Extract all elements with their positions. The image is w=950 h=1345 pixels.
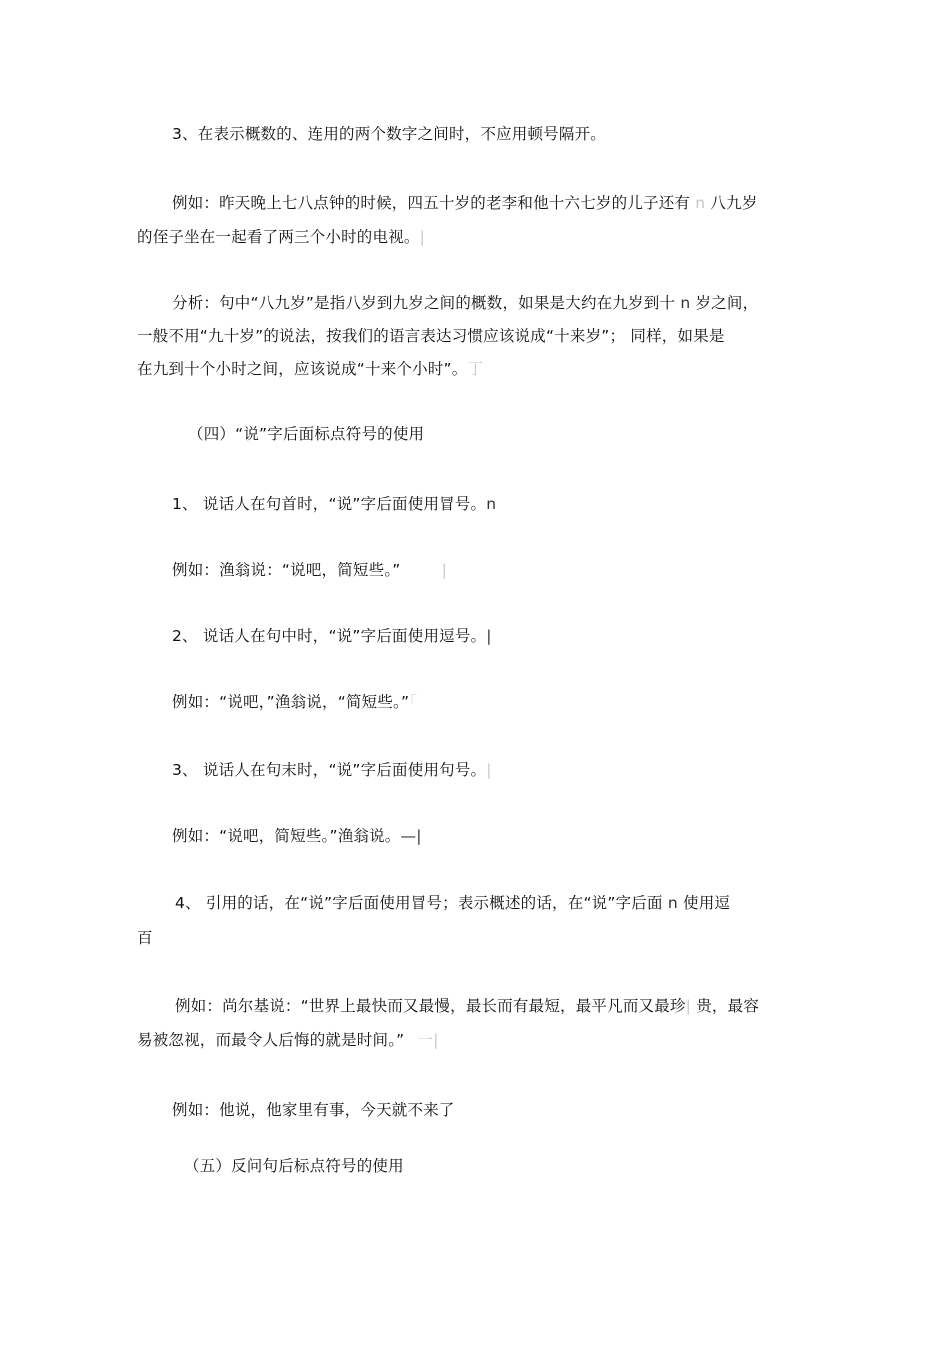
- line-text: 八九岁: [710, 194, 758, 212]
- line-text: 使用逗: [683, 894, 731, 912]
- example-4-2: [172, 692, 417, 712]
- rule-4-1: [172, 494, 496, 514]
- section-5-heading: [184, 1156, 404, 1176]
- rule-4-2: [172, 626, 492, 646]
- example-4-5: [172, 1100, 455, 1120]
- line-text: 易被忽视，而最令人后悔的就是时间。”: [137, 1031, 405, 1049]
- line-text: 4、 引用的话，在“说”字后面使用冒号；表示概述的话，在“说”字后面: [175, 894, 663, 912]
- line-text: 的侄子坐在一起看了两三个小时的电视。: [137, 228, 420, 246]
- section-4-heading: [188, 424, 424, 444]
- example-4-1: [172, 560, 447, 580]
- scan-mark: |: [685, 997, 692, 1015]
- example-4-4-line-2: [137, 1030, 439, 1050]
- line-text: 岁之间，: [695, 294, 759, 312]
- line-text: 分析：句中“八九岁”是指八岁到九岁之间的概数，如果是大约在九岁到十: [172, 294, 676, 312]
- scan-mark: n: [680, 294, 691, 312]
- heading-text: （四）“说”字后面标点符号的使用: [188, 425, 425, 443]
- line-text: 例如：“说吧，简短些。”渔翁说。: [172, 827, 401, 845]
- scan-mark: n: [695, 194, 706, 212]
- heading-text: （五）反问句后标点符号的使用: [184, 1157, 404, 1175]
- example-1-line-1: [172, 193, 758, 213]
- scan-mark: 丁: [467, 360, 484, 378]
- scan-mark: —|: [400, 827, 422, 845]
- example-1-line-2: [137, 227, 425, 247]
- scan-mark: |: [419, 228, 426, 246]
- line-text: 2、 说话人在句中时，“说”字后面使用逗号。: [172, 627, 487, 645]
- line-text: 例如：渔翁说：“说吧，简短些。”: [172, 561, 401, 579]
- scan-mark: n: [667, 894, 678, 912]
- scan-mark: |: [441, 561, 448, 579]
- analysis-line-1: [172, 293, 758, 313]
- line-text: 同样，如果是: [630, 327, 725, 345]
- line-text: 例如：尚尔基说：“世界上最快而又最慢，最长而有最短，最平凡而又最珍: [175, 997, 686, 1015]
- scan-mark: n: [486, 495, 497, 513]
- example-4-4-line-1: [175, 996, 759, 1016]
- scan-mark: 一|: [417, 1031, 439, 1049]
- rule-4-4-line-1: [175, 893, 730, 913]
- line-text: 百: [137, 929, 153, 947]
- line-text: 在九到十个小时之间，应该说成“十来个小时”。: [137, 360, 468, 378]
- example-4-3: [172, 826, 422, 846]
- scan-mark: 「: [409, 693, 418, 711]
- line-text: 3、 说话人在句末时，“说”字后面使用句号。: [172, 761, 487, 779]
- rule-4-3: [172, 760, 492, 780]
- scan-mark: |: [486, 761, 492, 779]
- analysis-line-2: [137, 326, 725, 346]
- line-text: 贵，最容: [696, 997, 760, 1015]
- line-text: 3、在表示概数的、连用的两个数字之间时，不应用顿号隔开。: [172, 125, 606, 143]
- rule-4-4-line-2: [137, 928, 153, 948]
- line-text: 例如：昨天晚上七八点钟的时候，四五十岁的老李和他十六七岁的儿子还有: [172, 194, 691, 212]
- analysis-line-3: [137, 359, 483, 379]
- line-text: 一般不用“九十岁”的说法，按我们的语言表达习惯应该说成“十来岁”；: [137, 327, 626, 345]
- rule-3-text: [172, 124, 606, 144]
- line-text: 例如：“说吧，”渔翁说，“简短些。”: [172, 693, 410, 711]
- line-text: 例如：他说，他家里有事，今天就不来了: [172, 1101, 455, 1119]
- line-text: 1、 说话人在句首时，“说”字后面使用冒号。: [172, 495, 487, 513]
- scan-mark: |: [486, 627, 492, 645]
